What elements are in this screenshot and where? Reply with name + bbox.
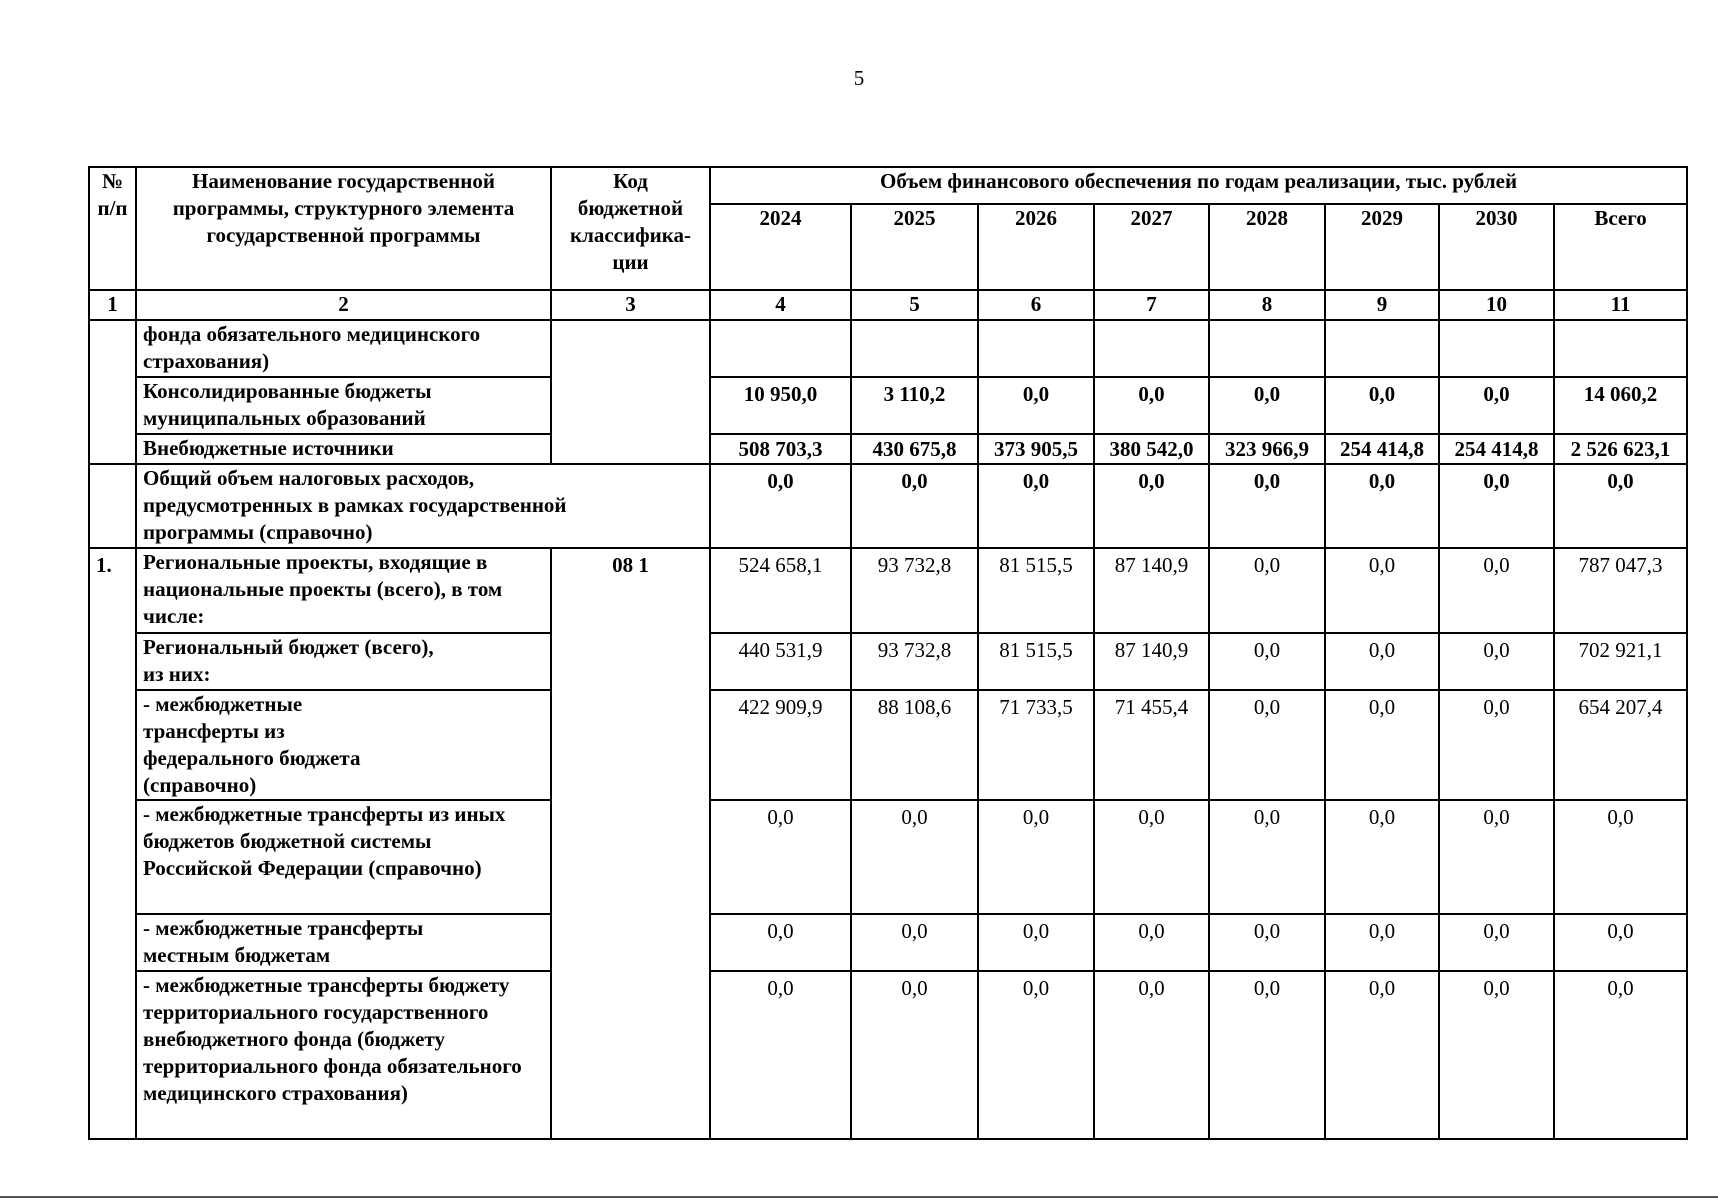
column-number: 9 — [1325, 290, 1439, 320]
value-cell — [1439, 320, 1554, 377]
row-name: - межбюджетные трансферты из иных бюджетов бюджетной системы Российской Федерации (справочно) — [136, 800, 551, 914]
value-cell: 0,0 — [1209, 633, 1325, 690]
value-cell: 702 921,1 — [1554, 633, 1687, 690]
value-cell: 440 531,9 — [710, 633, 851, 690]
header-num: № п/п — [89, 167, 136, 290]
value-cell: 3 110,2 — [851, 377, 978, 434]
value-cell: 10 950,0 — [710, 377, 851, 434]
header-total: Всего — [1554, 204, 1687, 290]
financing-table — [88, 166, 1688, 1140]
value-cell — [1209, 320, 1325, 377]
row-name: - межбюджетные трансферты из федерального бюджета (справочно) — [136, 690, 551, 800]
header-code: Код бюджетной классифика-ции — [551, 167, 710, 290]
row-code — [551, 320, 710, 464]
page-number: 5 — [853, 66, 865, 90]
value-cell: 0,0 — [1209, 800, 1325, 914]
table-row — [89, 434, 1687, 464]
value-cell: 0,0 — [1325, 971, 1439, 1139]
value-cell: 71 455,4 — [1094, 690, 1209, 800]
header-year-2027: 2027 — [1094, 204, 1209, 290]
value-cell: 2 526 623,1 — [1554, 434, 1687, 464]
value-cell: 93 732,8 — [851, 633, 978, 690]
value-cell: 0,0 — [1209, 548, 1325, 633]
row-index: 1. — [89, 548, 136, 1139]
header-name: Наименование государственной программы, структурного элемента государственной программы — [136, 167, 551, 290]
row-index — [89, 464, 136, 548]
value-cell: 0,0 — [1439, 800, 1554, 914]
value-cell: 0,0 — [1094, 971, 1209, 1139]
value-cell: 0,0 — [978, 914, 1094, 971]
value-cell: 0,0 — [851, 971, 978, 1139]
value-cell: 0,0 — [978, 464, 1094, 548]
value-cell: 0,0 — [1439, 548, 1554, 633]
table-row — [89, 971, 1687, 1139]
value-cell — [1094, 320, 1209, 377]
value-cell: 0,0 — [1554, 971, 1687, 1139]
value-cell: 0,0 — [1094, 377, 1209, 434]
value-cell: 0,0 — [978, 971, 1094, 1139]
table-row — [89, 690, 1687, 800]
column-number: 11 — [1554, 290, 1687, 320]
header-year-2030: 2030 — [1439, 204, 1554, 290]
header-year-2028: 2028 — [1209, 204, 1325, 290]
column-number: 5 — [851, 290, 978, 320]
scan-edge-line — [0, 1196, 1718, 1198]
value-cell: 508 703,3 — [710, 434, 851, 464]
value-cell — [1325, 320, 1439, 377]
value-cell: 0,0 — [1209, 377, 1325, 434]
row-name: Региональный бюджет (всего), из них: — [136, 633, 551, 690]
value-cell: 0,0 — [1554, 800, 1687, 914]
value-cell: 0,0 — [1209, 914, 1325, 971]
column-number: 7 — [1094, 290, 1209, 320]
value-cell: 0,0 — [710, 464, 851, 548]
value-cell: 0,0 — [978, 800, 1094, 914]
value-cell: 0,0 — [1094, 800, 1209, 914]
value-cell: 0,0 — [1554, 914, 1687, 971]
row-code: 08 1 — [551, 548, 710, 1139]
value-cell: 0,0 — [1439, 690, 1554, 800]
row-name: Консолидированные бюджеты муниципальных образований — [136, 377, 551, 434]
value-cell: 0,0 — [1325, 800, 1439, 914]
value-cell: 71 733,5 — [978, 690, 1094, 800]
row-index — [89, 320, 136, 464]
column-number: 6 — [978, 290, 1094, 320]
value-cell: 81 515,5 — [978, 548, 1094, 633]
value-cell: 524 658,1 — [710, 548, 851, 633]
value-cell: 254 414,8 — [1439, 434, 1554, 464]
value-cell: 0,0 — [1325, 548, 1439, 633]
column-number: 2 — [136, 290, 551, 320]
table-row — [89, 377, 1687, 434]
value-cell: 0,0 — [1439, 464, 1554, 548]
value-cell: 0,0 — [710, 914, 851, 971]
column-number: 1 — [89, 290, 136, 320]
value-cell: 0,0 — [978, 377, 1094, 434]
header-year-2024: 2024 — [710, 204, 851, 290]
value-cell: 0,0 — [710, 800, 851, 914]
value-cell — [710, 320, 851, 377]
value-cell: 654 207,4 — [1554, 690, 1687, 800]
value-cell — [978, 320, 1094, 377]
value-cell: 0,0 — [1325, 377, 1439, 434]
value-cell: 373 905,5 — [978, 434, 1094, 464]
table-row — [89, 633, 1687, 690]
value-cell: 0,0 — [1439, 633, 1554, 690]
row-name: - межбюджетные трансферты местным бюджетам — [136, 914, 551, 971]
value-cell: 81 515,5 — [978, 633, 1094, 690]
value-cell: 0,0 — [1209, 464, 1325, 548]
value-cell: 0,0 — [1094, 914, 1209, 971]
table-row — [89, 464, 1687, 548]
value-cell: 0,0 — [851, 464, 978, 548]
value-cell: 787 047,3 — [1554, 548, 1687, 633]
header-year-2026: 2026 — [978, 204, 1094, 290]
table-row — [89, 548, 1687, 633]
value-cell: 0,0 — [1325, 690, 1439, 800]
value-cell: 87 140,9 — [1094, 548, 1209, 633]
value-cell: 0,0 — [1325, 464, 1439, 548]
header-year-2029: 2029 — [1325, 204, 1439, 290]
value-cell: 14 060,2 — [1554, 377, 1687, 434]
column-number: 10 — [1439, 290, 1554, 320]
row-name: Внебюджетные источники — [136, 434, 551, 464]
value-cell: 254 414,8 — [1325, 434, 1439, 464]
value-cell: 380 542,0 — [1094, 434, 1209, 464]
value-cell: 0,0 — [1439, 914, 1554, 971]
value-cell: 0,0 — [1325, 633, 1439, 690]
value-cell: 323 966,9 — [1209, 434, 1325, 464]
value-cell: 0,0 — [1094, 464, 1209, 548]
header-volume: Объем финансового обеспечения по годам реализации, тыс. рублей — [710, 167, 1687, 204]
table-row — [89, 800, 1687, 914]
value-cell: 0,0 — [1554, 464, 1687, 548]
header-year-2025: 2025 — [851, 204, 978, 290]
value-cell: 0,0 — [1209, 971, 1325, 1139]
column-number: 4 — [710, 290, 851, 320]
column-number: 8 — [1209, 290, 1325, 320]
value-cell: 0,0 — [1209, 690, 1325, 800]
row-name: Региональные проекты, входящие в национальные проекты (всего), в том числе: — [136, 548, 551, 633]
value-cell — [1554, 320, 1687, 377]
value-cell: 422 909,9 — [710, 690, 851, 800]
row-name: Общий объем налоговых расходов, предусмотренных в рамках государственной программы (справочно) — [136, 464, 710, 548]
row-name: фонда обязательного медицинского страхования) — [136, 320, 551, 377]
value-cell: 0,0 — [1439, 971, 1554, 1139]
value-cell: 0,0 — [851, 800, 978, 914]
row-name: - межбюджетные трансферты бюджету территориального государственного внебюджетного фонда (бюджету территориального фонда обязательного медицинского страхования) — [136, 971, 551, 1139]
table-row — [89, 320, 1687, 377]
value-cell: 0,0 — [1325, 914, 1439, 971]
value-cell: 0,0 — [710, 971, 851, 1139]
table-row — [89, 914, 1687, 971]
value-cell: 88 108,6 — [851, 690, 978, 800]
value-cell — [851, 320, 978, 377]
value-cell: 0,0 — [1439, 377, 1554, 434]
value-cell: 0,0 — [851, 914, 978, 971]
column-number: 3 — [551, 290, 710, 320]
value-cell: 87 140,9 — [1094, 633, 1209, 690]
value-cell: 93 732,8 — [851, 548, 978, 633]
value-cell: 430 675,8 — [851, 434, 978, 464]
